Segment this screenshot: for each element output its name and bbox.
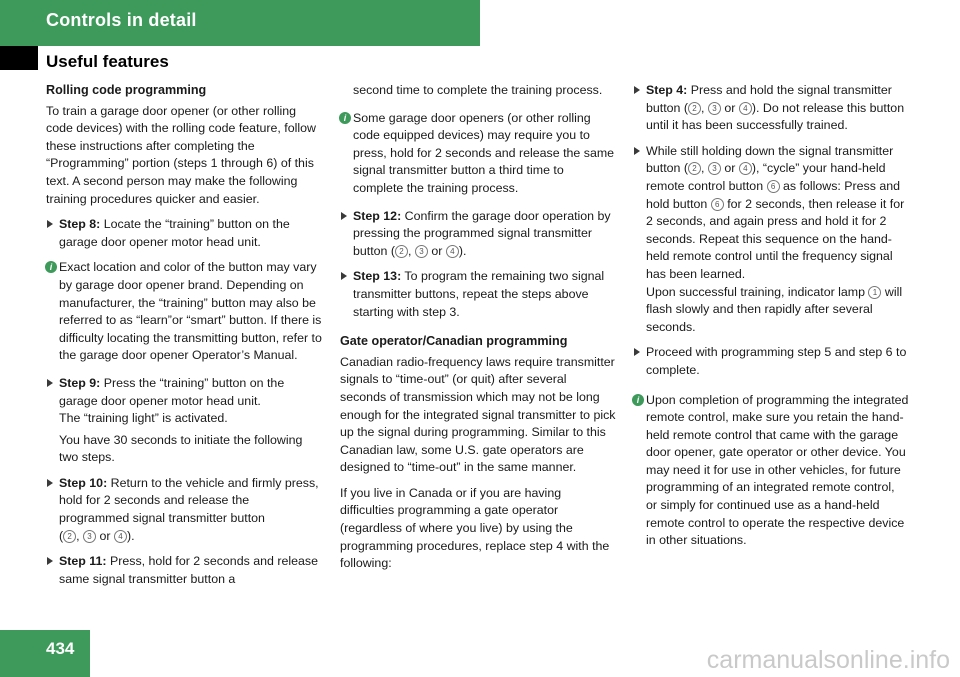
button-2-icon: 2 (395, 245, 408, 258)
proceed-step: Proceed with programming step 5 and step 6 to complete. (633, 344, 909, 379)
step-arrow-icon (47, 220, 53, 228)
button-4-icon: 4 (114, 530, 127, 543)
step-4: Step 4: Press and hold the signal transmitter button ( 2 , 3 or 4 ). Do not release this button until it has been successfully trained. (633, 82, 909, 135)
button-6-icon: 6 (711, 198, 724, 211)
cycle-step: While still holding down the signal transmitter button ( 2 , 3 or 4 ), “cycle” your hand-held remote control button 6 as follows: Press and hold button 6 for 2 seconds, then release it for 2 seconds, and again press and hold it for 2 seconds. Repeat this sequence on the hand-held remote control until the frequency signal has been learned. Upon successful training, indicator lamp 1 will flash slowly and then rapidly after several seconds. (633, 143, 909, 337)
column-2 (340, 82, 616, 581)
button-3-icon: 3 (708, 162, 721, 175)
info-icon: i (45, 261, 57, 273)
page-number-box (0, 630, 90, 677)
button-3-icon: 3 (415, 245, 428, 258)
section-title: Useful features (46, 52, 169, 71)
step-10: Step 10: Return to the vehicle and firmly press, hold for 2 seconds and release the programmed signal transmitter button ( 2 , 3 or 4 ). (46, 475, 322, 545)
step-arrow-icon (47, 379, 53, 387)
button-2-icon: 2 (688, 162, 701, 175)
chapter-title: Controls in detail (46, 10, 197, 30)
step-9-note: You have 30 seconds to initiate the following two steps. (59, 432, 303, 465)
button-6-icon: 6 (767, 180, 780, 193)
button-4-icon: 4 (739, 162, 752, 175)
indicator-lamp-1-icon: 1 (868, 286, 881, 299)
step-arrow-icon (341, 272, 347, 280)
button-2-icon: 2 (63, 530, 76, 543)
step-arrow-icon (634, 86, 640, 94)
button-3-icon: 3 (83, 530, 96, 543)
canadian-law-paragraph: Canadian radio-frequency laws require transmitter signals to “time-out” (or quit) after several seconds of transmission which may not be long enough for the integrated signal transmitter to pick up the signal during programming. Similar to this Canadian law, some U.S. gate operators are designed to “time-out” in the same manner. (340, 354, 616, 475)
step-13: Step 13: To program the remaining two signal transmitter buttons, repeat the steps above starting with step 3. (340, 268, 616, 321)
info-note-3: i Upon completion of programming the integrated remote control, make sure you retain the hand-held remote control that came with the garage door opener, gate operator or other device. You may need it for use in other vehicles, for future programming of an integrated remote control, or simply for continued use as a hand-held remote control to operate the respective device in other situations. (633, 392, 909, 550)
button-2-icon: 2 (688, 102, 701, 115)
heading-rolling-code: Rolling code programming (46, 83, 207, 97)
info-icon: i (339, 112, 351, 124)
canada-instructions-paragraph: If you live in Canada or if you are having difficulties programming a gate operator (regardless of where you live) by using the programming procedures, replace step 4 with the following: (340, 485, 610, 571)
column-3 (633, 82, 909, 560)
step-11: Step 11: Press, hold for 2 seconds and release same signal transmitter button a (46, 553, 322, 588)
step-11-continued: second time to complete the training process. (353, 83, 603, 97)
info-note-2: i Some garage door openers (or other rolling code equipped devices) may require you to press, hold for 2 seconds and release the same signal transmitter button a third time to complete the training process. (340, 110, 616, 198)
button-4-icon: 4 (739, 102, 752, 115)
step-arrow-icon (47, 479, 53, 487)
page-number: 434 (46, 639, 75, 658)
step-arrow-icon (341, 212, 347, 220)
step-8: Step 8: Locate the “training” button on the garage door opener motor head unit. (46, 216, 322, 251)
column-1 (46, 82, 322, 596)
info-icon: i (632, 394, 644, 406)
button-4-icon: 4 (446, 245, 459, 258)
intro-paragraph: To train a garage door opener (or other rolling code devices) with the rolling code feature, follow these instructions after completing the “Programming” portion (steps 1 through 6) of this text. A second person may make the following training procedures quicker and easier. (46, 103, 316, 206)
info-note-1: i Exact location and color of the button may vary by garage door opener brand. Depending on manufacturer, the “training” button may also be referred to as “learn”or “smart” button. If there is difficulty locating the transmitting button, refer to the garage door opener Operator’s Manual. (46, 259, 322, 365)
button-3-icon: 3 (708, 102, 721, 115)
step-12: Step 12: Confirm the garage door operation by pressing the programmed signal transmitter button ( 2 , 3 or 4 ). (340, 208, 616, 261)
watermark: carmanualsonline.info (706, 646, 950, 674)
section-tab-marker (0, 46, 38, 70)
step-arrow-icon (47, 557, 53, 565)
heading-gate-operator: Gate operator/Canadian programming (340, 334, 568, 349)
step-9: Step 9: Press the “training” button on the garage door opener motor head unit. The “training light” is activated. (46, 375, 322, 428)
step-arrow-icon (634, 348, 640, 356)
step-arrow-icon (634, 147, 640, 155)
